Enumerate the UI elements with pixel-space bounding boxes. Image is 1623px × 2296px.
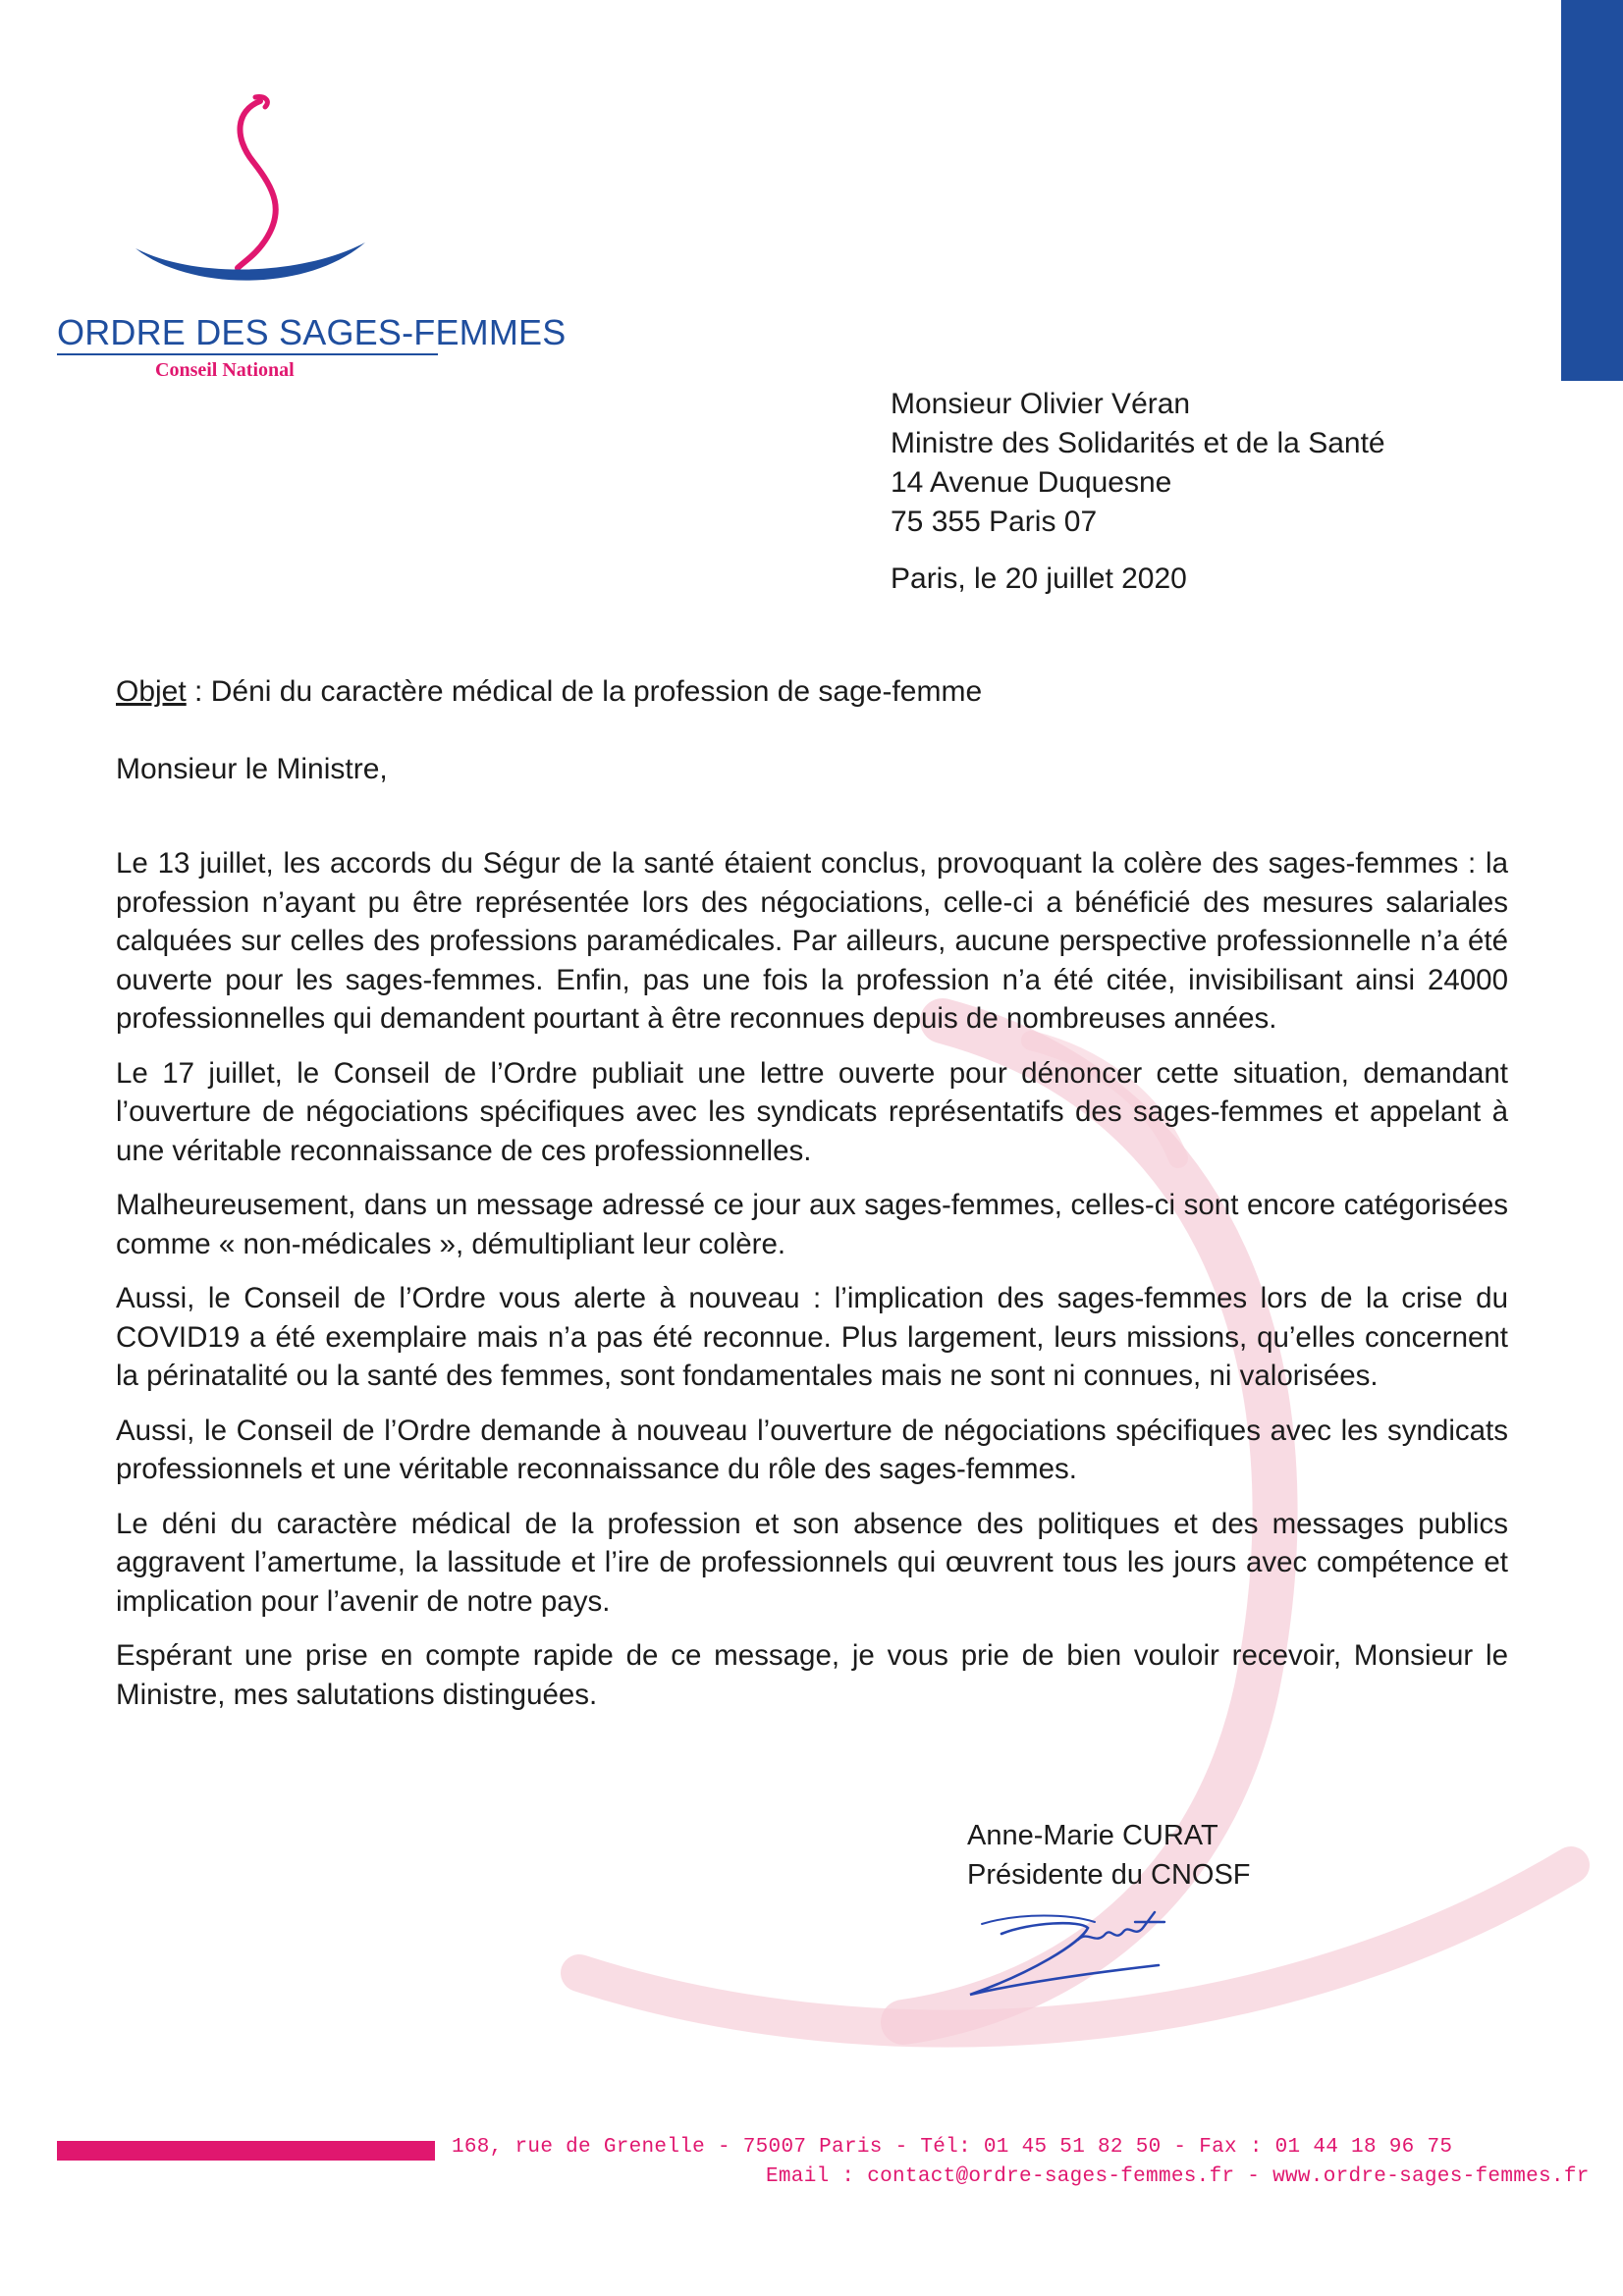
subject-separator: : [186,675,211,708]
org-name: ORDRE DES SAGES-FEMMES [57,312,567,352]
footer-address: 168, rue de Grenelle - 75007 Paris - Tél: 01 45 51 82 50 - Fax : 01 44 18 96 75 [452,2136,1453,2159]
footer-accent-bar [57,2141,435,2161]
body-paragraph: Espérant une prise en compte rapide de ce message, je vous prie de bien vouloir recevoir, Monsieur le Ministre, mes salutations distinguées. [116,1639,1508,1711]
signature-block [967,1816,1251,1895]
recipient-city: 75 355 Paris 07 [891,506,1098,538]
body-paragraph: Le 13 juillet, les accords du Ségur de la santé étaient conclus, provoquant la colère des sages-femmes : la profession n’ayant pu être représentée lors des négociations, celle-ci a bénéficié des mesures salariales calquées sur celles des professions paramédicales. Par ailleurs, aucune perspective professionnelle n’a été ouverte pour les sages-femmes. Enfin, pas une fois la profession n’a été citée, invisibilisant ainsi 24000 professionnelles qui demandent pourtant à être reconnues depuis de nombreuses années. [116,847,1508,1035]
midwife-swirl-logo-icon [128,93,373,299]
salutation: Monsieur le Ministre, [116,753,388,785]
header-accent-bar [1561,0,1623,381]
subject-line [116,675,982,709]
handwritten-signature [962,1895,1188,2002]
recipient-title: Ministre des Solidarités et de la Santé [891,427,1385,459]
recipient-address [891,385,1385,542]
footer-contact: Email : contact@ordre-sages-femmes.fr - www.ordre-sages-femmes.fr [766,2165,1590,2188]
recipient-street: 14 Avenue Duquesne [891,466,1172,499]
signatory-name: Anne-Marie CURAT [967,1820,1218,1851]
recipient-name: Monsieur Olivier Véran [891,388,1191,420]
body-paragraph: Le déni du caractère médical de la profession et son absence des politiques et des messages publics aggravent l’amertume, la lassitude et l’ire de professionnels qui œuvrent tous les jours avec compétence et implication pour l’avenir de notre pays. [116,1507,1508,1618]
org-subtitle: Conseil National [155,359,295,381]
letter-date: Paris, le 20 juillet 2020 [891,562,1187,595]
letter-body [116,844,1508,1730]
org-name-underline [57,353,438,355]
body-paragraph: Aussi, le Conseil de l’Ordre demande à nouveau l’ouverture de négociations spécifiques avec les syndicats professionnels et une véritable reconnaissance du rôle des sages-femmes. [116,1414,1508,1485]
subject-text: Déni du caractère médical de la profession de sage-femme [210,675,983,708]
body-paragraph: Malheureusement, dans un message adressé ce jour aux sages-femmes, celles-ci sont encore catégorisées comme « non-médicales », démultipliant leur colère. [116,1189,1508,1260]
signatory-title: Présidente du CNOSF [967,1859,1251,1891]
body-paragraph: Aussi, le Conseil de l’Ordre vous alerte à nouveau : l’implication des sages-femmes lors de la crise du COVID19 a été exemplaire mais n’a pas été reconnue. Plus largement, leurs missions, qu’elles concernent la périnatalité ou la santé des femmes, sont fondamentales mais ne sont ni connues, ni valorisées. [116,1282,1508,1392]
body-paragraph: Le 17 juillet, le Conseil de l’Ordre publiait une lettre ouverte pour dénoncer cette situation, demandant l’ouverture de négociations spécifiques avec les syndicats représentatifs des sages-femmes et appelant à une véritable reconnaissance de ces professionnelles. [116,1056,1508,1167]
subject-label: Objet [116,675,187,708]
